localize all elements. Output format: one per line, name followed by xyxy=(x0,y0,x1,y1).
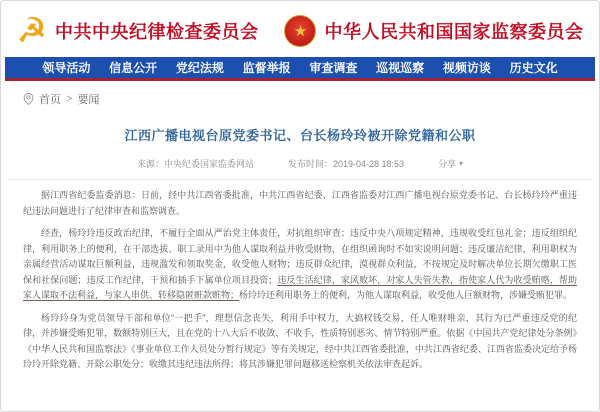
share-label: 分享 xyxy=(438,159,457,169)
paragraph-3: 杨玲玲身为党员领导干部和单位“一把手”，理想信念丧失，利用手中权力，大搞权钱交易，任人唯财唯亲，其行为已严重违反党的纪律，并涉嫌受贿犯罪，数额特别巨大，且在党的十八大后不收敛、不收手，性质特别恶劣、情节特别严重。依据《中国共产党纪律处分条例》《中华人民共和国监察法》《事业单位工作人员处分暂行规定》等有关规定，经中共江西省委批准，中共江西省纪委、江西省监委决定给予杨玲玲开除党籍、开除公职处分；收缴其违纪违法所得；将其涉嫌犯罪问题移送检察机关依法审查起诉。 xyxy=(23,312,577,369)
ccdi-org-name: 中共中央纪律检查委员会 xyxy=(54,22,259,42)
paragraph-2-underlined: 违反生活纪律，家风败坏，对家人失管失教，指使家人代为收受贿赂，帮助家人谋取不法利益，与家人串供、转移隐匿赃款赃物； xyxy=(23,274,577,300)
nav-item-review-investigation[interactable]: 审查调查 xyxy=(309,61,358,75)
paragraph-2-before: 经查，杨玲玲违反政治纪律，不履行全面从严治党主体责任，对抗组织审查；违反中央八项规定精神，违规收受红包礼金；违反组织纪律，利用职务上的便利，在干部选拔、职工录用中为他人谋取利益并收受财物，在组织函询时不如实说明问题；违反廉洁纪律，利用职权为亲属经营活动谋取巨额利益，违规滥发和领取奖金，收受他人财物；违反群众纪律，漠视群众利益，不按规定及时解决单位长期欠缴职工医保和社保问题；违反工作纪律，干预和插手下属单位项目投资； xyxy=(23,228,577,285)
breadcrumb xyxy=(5,81,595,115)
paragraph-2 xyxy=(23,226,577,304)
ccdi-banner-link[interactable] xyxy=(17,14,259,48)
breadcrumb-current[interactable]: 要闻 xyxy=(77,94,100,106)
nav-item-video-interviews[interactable]: 视频访谈 xyxy=(442,61,491,75)
nsc-org-name: 中华人民共和国国家监察委员会 xyxy=(324,22,584,42)
nav-item-party-regulations[interactable]: 党纪法规 xyxy=(175,61,224,75)
article-body xyxy=(5,180,595,373)
nav-item-inspection-tours[interactable]: 巡视巡察 xyxy=(376,61,425,75)
site-header xyxy=(5,5,595,57)
chevron-down-icon: ▾ xyxy=(459,159,464,168)
nav-item-history-culture[interactable]: 历史文化 xyxy=(509,61,558,75)
party-emblem-icon: ☭ xyxy=(16,12,47,50)
article-source: 来源：中央纪委国家监委网站 xyxy=(136,159,254,169)
share-button[interactable] xyxy=(438,157,463,170)
breadcrumb-separator: > xyxy=(66,93,73,105)
main-nav xyxy=(5,57,595,81)
location-pin-icon xyxy=(23,92,34,106)
national-emblem-icon: ★ xyxy=(284,15,316,47)
nav-item-supervision-report[interactable]: 监督举报 xyxy=(242,61,291,75)
article-meta xyxy=(5,157,595,170)
nsc-banner-link[interactable] xyxy=(284,15,583,47)
nav-item-info-disclosure[interactable]: 信息公开 xyxy=(109,61,158,75)
nav-item-leader-activities[interactable]: 领导活动 xyxy=(42,61,91,75)
page-title: 江西广播电视台原党委书记、台长杨玲玲被开除党籍和公职 xyxy=(124,128,476,143)
paragraph-2-after: 杨玲玲还利用职务上的便利，为他人谋取利益，收受他人巨额财物，涉嫌受贿犯罪。 xyxy=(239,290,573,300)
paragraph-1: 据江西省纪委监委消息：日前，经中共江西省委批准，中共江西省纪委、江西省监委对江西广播电视台原党委书记、台长杨玲玲严重违纪违法问题进行了纪律审查和监察调查。 xyxy=(23,190,577,216)
article-publish-time: 发布时间：2019-04-28 18:53 xyxy=(287,159,405,169)
breadcrumb-home[interactable]: 首页 xyxy=(39,94,61,106)
